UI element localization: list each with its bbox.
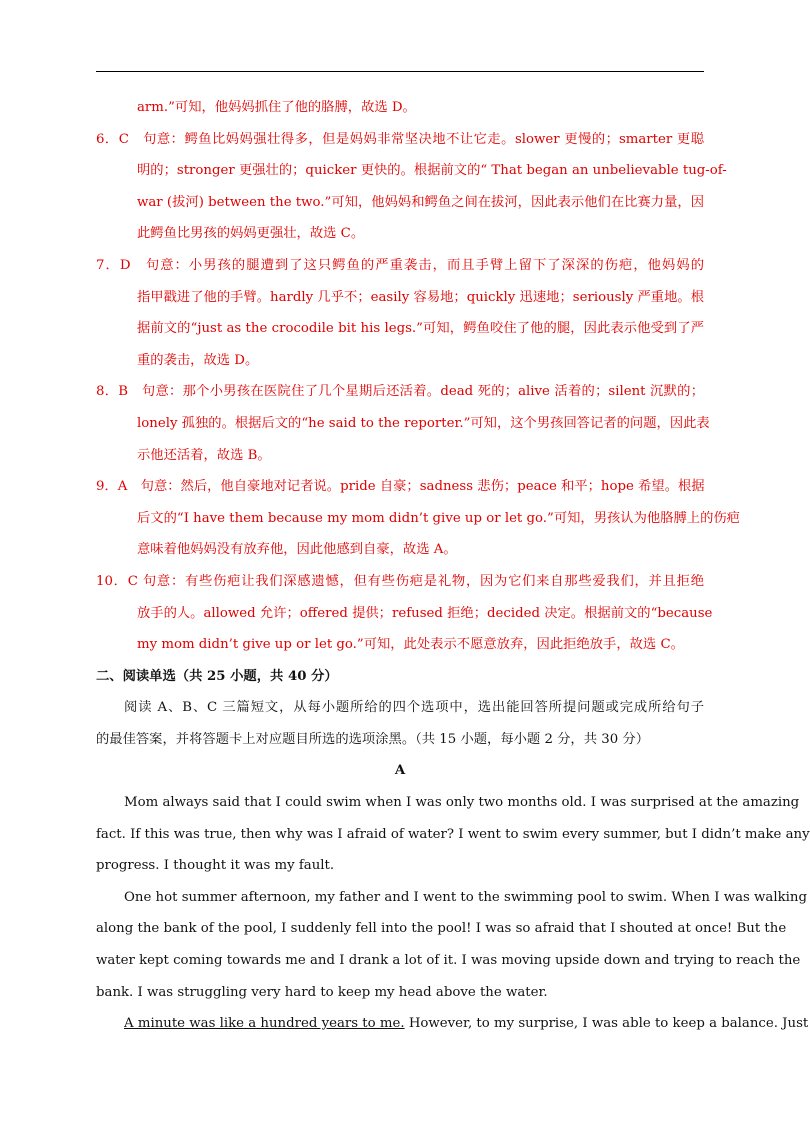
- passage-line: water kept coming towards me and I drank a lot of it. I was moving upside down and trying to reach the: [96, 953, 801, 969]
- answer-10: [96, 566, 713, 661]
- answer-line: 10．C 句意：有些伤疤让我们深感遗憾，但有些伤疤是礼物，因为它们来自那些爱我们，并且拒绝: [96, 573, 704, 589]
- passage-line: bank. I was struggling very hard to keep my head above the water.: [96, 984, 548, 1000]
- answer-line: 指甲戳进了他的手臂。hardly 几乎不；easily 容易地；quickly 迅速地；seriously 严重地。根: [137, 289, 704, 305]
- answer-line: 6．C 句意：鳄鱼比妈妈强壮得多，但是妈妈非常坚决地不让它走。slower 更慢的；smarter 更聪: [96, 131, 704, 147]
- answer-line: 此鳄鱼比男孩的妈妈更强壮，故选 C。: [137, 226, 365, 242]
- answer-line: 示他还活着，故选 B。: [137, 447, 271, 463]
- answer-line: 9．A 句意：然后，他自豪地对记者说。pride 自豪；sadness 悲伤；peace 和平；hope 希望。根据: [96, 479, 705, 495]
- answer-line: 7．D 句意：小男孩的腿遭到了这只鳄鱼的严重袭击，而且手臂上留下了深深的伤疤，他妈妈的: [96, 257, 704, 273]
- passage-paragraph-3: [96, 1008, 809, 1040]
- instructions-line: 的最佳答案，并将答题卡上对应题目所选的选项涂黑。（共 15 小题，每小题 2 分，共 30 分）: [96, 731, 649, 747]
- answer-8: [96, 376, 710, 471]
- passage-paragraph-1: [96, 787, 810, 882]
- page-content: [96, 92, 810, 1040]
- answer-line: 重的袭击，故选 D。: [137, 352, 259, 368]
- answer-line: 放手的人。allowed 允许；offered 提供；refused 拒绝；decided 决定。根据前文的“because: [137, 605, 713, 621]
- passage-line: Mom always said that I could swim when I was only two months old. I was surprised at the amazing: [124, 795, 800, 811]
- section-title: 二、阅读单选（共 25 小题，共 40 分）: [96, 668, 338, 684]
- passage-line: One hot summer afternoon, my father and I went to the swimming pool to swim. When I was walking: [124, 889, 807, 905]
- passage-line: fact. If this was true, then why was I afraid of water? I went to swim every summer, but I didn’t make any: [96, 826, 810, 842]
- passage-label: A: [394, 763, 406, 779]
- answer-9: [96, 471, 740, 566]
- passage-paragraph-2: [96, 882, 807, 1008]
- passage-line: along the bank of the pool, I suddenly fell into the pool! I was so afraid that I shouted at once! But the: [96, 921, 787, 937]
- answer-line: lonely 孤独的。根据后文的“he said to the reporter.”可知，这个男孩回答记者的问题，因此表: [137, 415, 710, 431]
- instructions-line: 阅读 A、B、C 三篇短文，从每小题所给的四个选项中，选出能回答所提问题或完成所给句子: [124, 700, 704, 716]
- underlined-sentence: A minute was like a hundred years to me.: [124, 1016, 405, 1032]
- answer-line: 明的；stronger 更强壮的；quicker 更快的。根据前文的“ That began an unbelievable tug-of-: [137, 163, 727, 179]
- answer-line: 意味着他妈妈没有放弃他，因此他感到自豪，故选 A。: [137, 542, 457, 558]
- header-rule: [96, 71, 704, 72]
- passage-line: progress. I thought it was my fault.: [96, 858, 335, 874]
- passage-text: However, to my surprise, I was able to keep a balance. Just: [404, 1016, 809, 1032]
- answer-line: 8．B 句意：那个小男孩在医院住了几个星期后还活着。dead 死的；alive 活着的；silent 沉默的；: [96, 384, 704, 400]
- answer-7: [96, 250, 704, 376]
- answer-6: [96, 124, 727, 250]
- answer-line: war (拔河) between the two.”可知，他妈妈和鳄鱼之间在拔河，因此表示他们在比赛力量，因: [137, 194, 704, 210]
- answer-line: 后文的“I have them because my mom didn’t give up or let go.”可知，男孩认为他胳膊上的伤疤: [137, 510, 740, 526]
- answer-line: 据前文的“just as the crocodile bit his legs.”可知，鳄鱼咬住了他的腿，因此表示他受到了严: [137, 321, 704, 337]
- answer-continued: arm.”可知，他妈妈抓住了他的胳膊，故选 D。: [137, 100, 416, 115]
- answer-line: my mom didn’t give up or let go.”可知，此处表示不愿意放弃，因此拒绝放手，故选 C。: [137, 637, 684, 653]
